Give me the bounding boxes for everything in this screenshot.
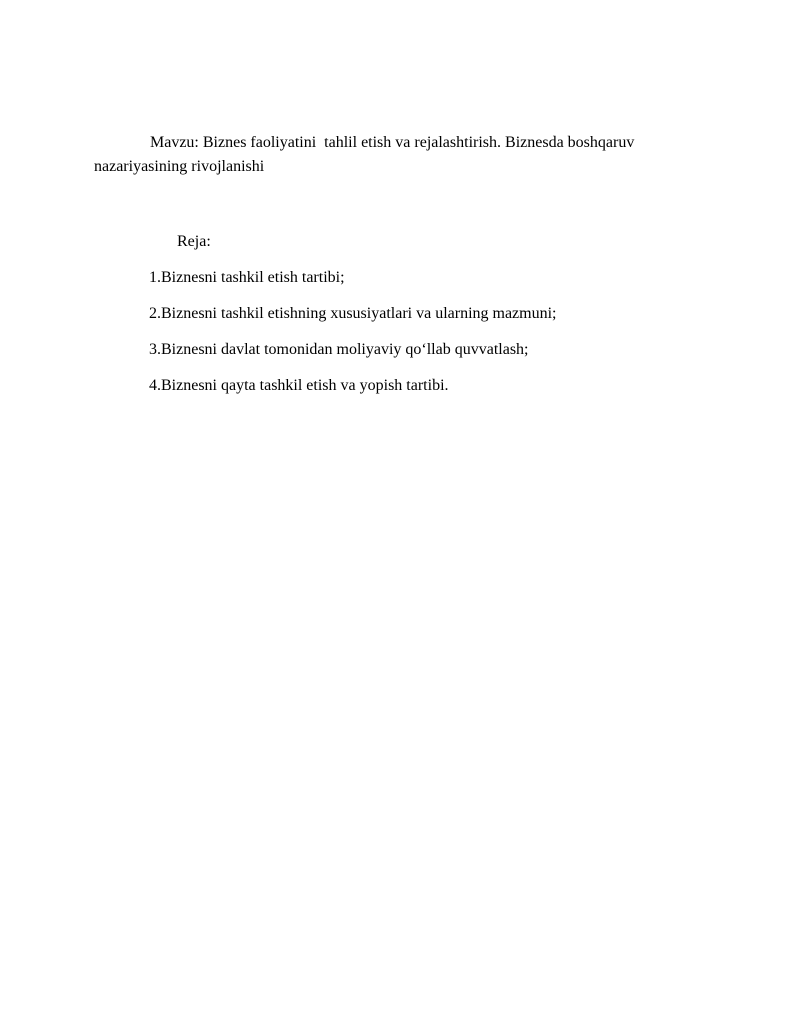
topic-paragraph: Mavzu: Biznes faoliyatini tahlil etish va rejalashtirish. Biznesda boshqaruv nazariyasining rivojlanishi	[94, 134, 639, 175]
plan-heading: Reja:	[177, 233, 211, 250]
plan-list	[149, 266, 557, 410]
plan-item-1: 1.Biznesni tashkil etish tartibi;	[149, 269, 345, 286]
plan-item-3: 3.Biznesni davlat tomonidan moliyaviy qo‘llab quvvatlash;	[149, 341, 529, 358]
plan-item-2: 2.Biznesni tashkil etishning xususiyatlari va ularning mazmuni;	[149, 305, 557, 322]
plan-item-4: 4.Biznesni qayta tashkil etish va yopish tartibi.	[149, 377, 449, 394]
